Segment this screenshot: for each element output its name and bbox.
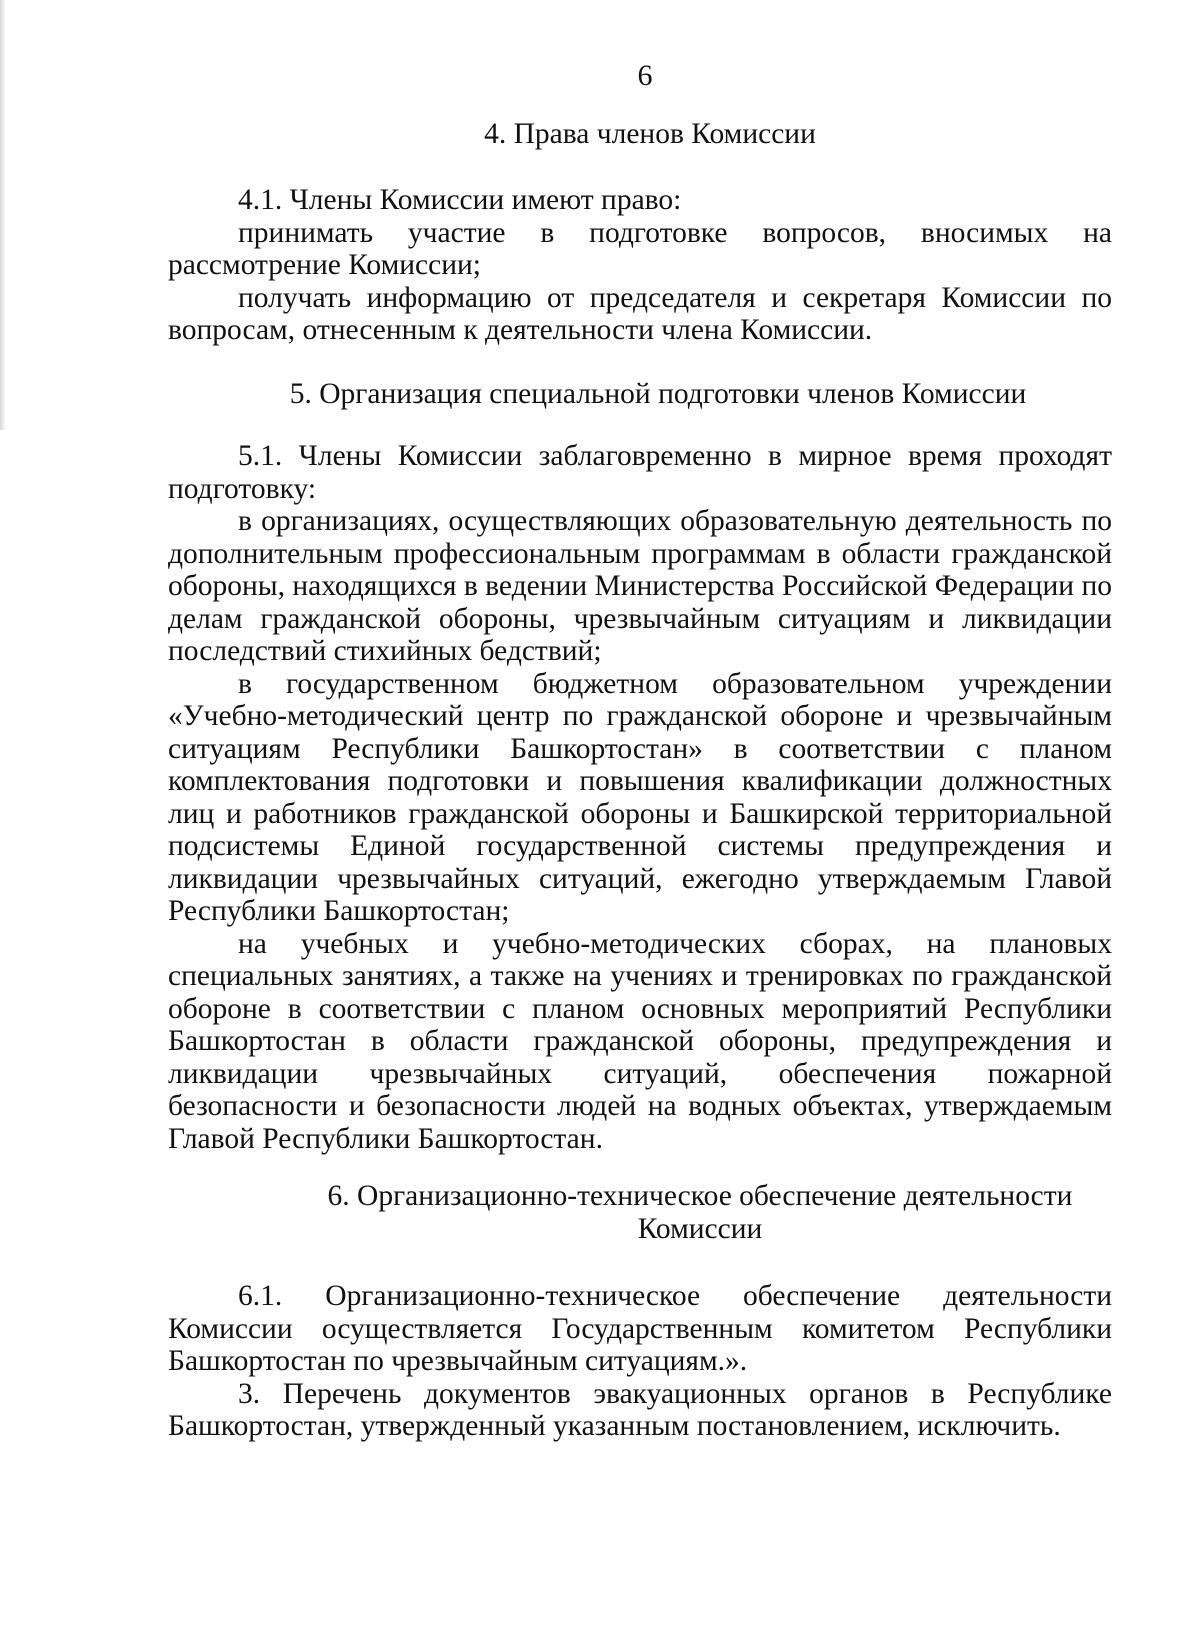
section-5-body xyxy=(168,440,1112,1155)
section-6-body xyxy=(168,1280,1112,1443)
paragraph-5-1: 5.1. Члены Комиссии заблаговременно в мирное время проходят подготовку: xyxy=(168,440,1112,505)
section-5-heading: 5. Организация специальной подготовки членов Комиссии xyxy=(289,378,1027,410)
section-4-body xyxy=(168,184,1112,347)
paragraph-4-1: 4.1. Члены Комиссии имеют право: xyxy=(238,184,682,216)
section-6-heading-line-1: 6. Организационно-техническое обеспечение деятельности xyxy=(327,1180,1073,1212)
paragraph-5-1-item-1: в организациях, осуществляющих образовательную деятельность по дополнительным профессиональным программам в области гражданской обороны, находящихся в ведении Министерства Российской Федерации по делам гражданской обороны, чрезвычайным ситуациям и ликвидации последствий стихийных бедствий; xyxy=(168,505,1112,667)
section-6-heading-line-2: Комиссии xyxy=(637,1212,763,1245)
section-6-heading xyxy=(200,1180,1200,1245)
paragraph-4-1-item-1: принимать участие в подготовке вопросов, вносимых на рассмотрение Комиссии; xyxy=(168,216,1112,281)
paragraph-6-1: 6.1. Организационно-техническое обеспечение деятельности Комиссии осуществляется Государственным комитетом Республики Башкортостан по чрезвычайным ситуациям.». xyxy=(168,1280,1112,1377)
section-4-heading: 4. Права членов Комиссии xyxy=(484,118,816,150)
paragraph-item-3: 3. Перечень документов эвакуационных органов в Республике Башкортостан, утвержденный указанным постановлением, исключить. xyxy=(168,1377,1112,1442)
paragraph-5-1-item-2: в государственном бюджетном образовательном учреждении «Учебно-методический центр по гражданской обороне и чрезвычайным ситуациям Республики Башкортостан» в соответствии с планом комплектования подготовки и повышения квалификации должностных лиц и работников гражданской обороны и Башкирской территориальной подсистемы Единой государственной системы предупреждения и ликвидации чрезвычайных ситуаций, ежегодно утверждаемым Главой Республики Башкортостан; xyxy=(168,667,1112,927)
paragraph-4-1-item-2: получать информацию от председателя и секретаря Комиссии по вопросам, отнесенным к деятельности члена Комиссии. xyxy=(168,281,1112,346)
paragraph-5-1-item-3: на учебных и учебно-методических сборах, на плановых специальных занятиях, а также на учениях и тренировках по гражданской обороне в соответствии с планом основных мероприятий Республики Башкортостан в области гражданской обороны, предупреждения и ликвидации чрезвычайных ситуаций, обеспечения пожарной безопасности и безопасности людей на водных объектах, утверждаемым Главой Республики Башкортостан. xyxy=(168,927,1112,1155)
page-number: 6 xyxy=(637,59,653,92)
